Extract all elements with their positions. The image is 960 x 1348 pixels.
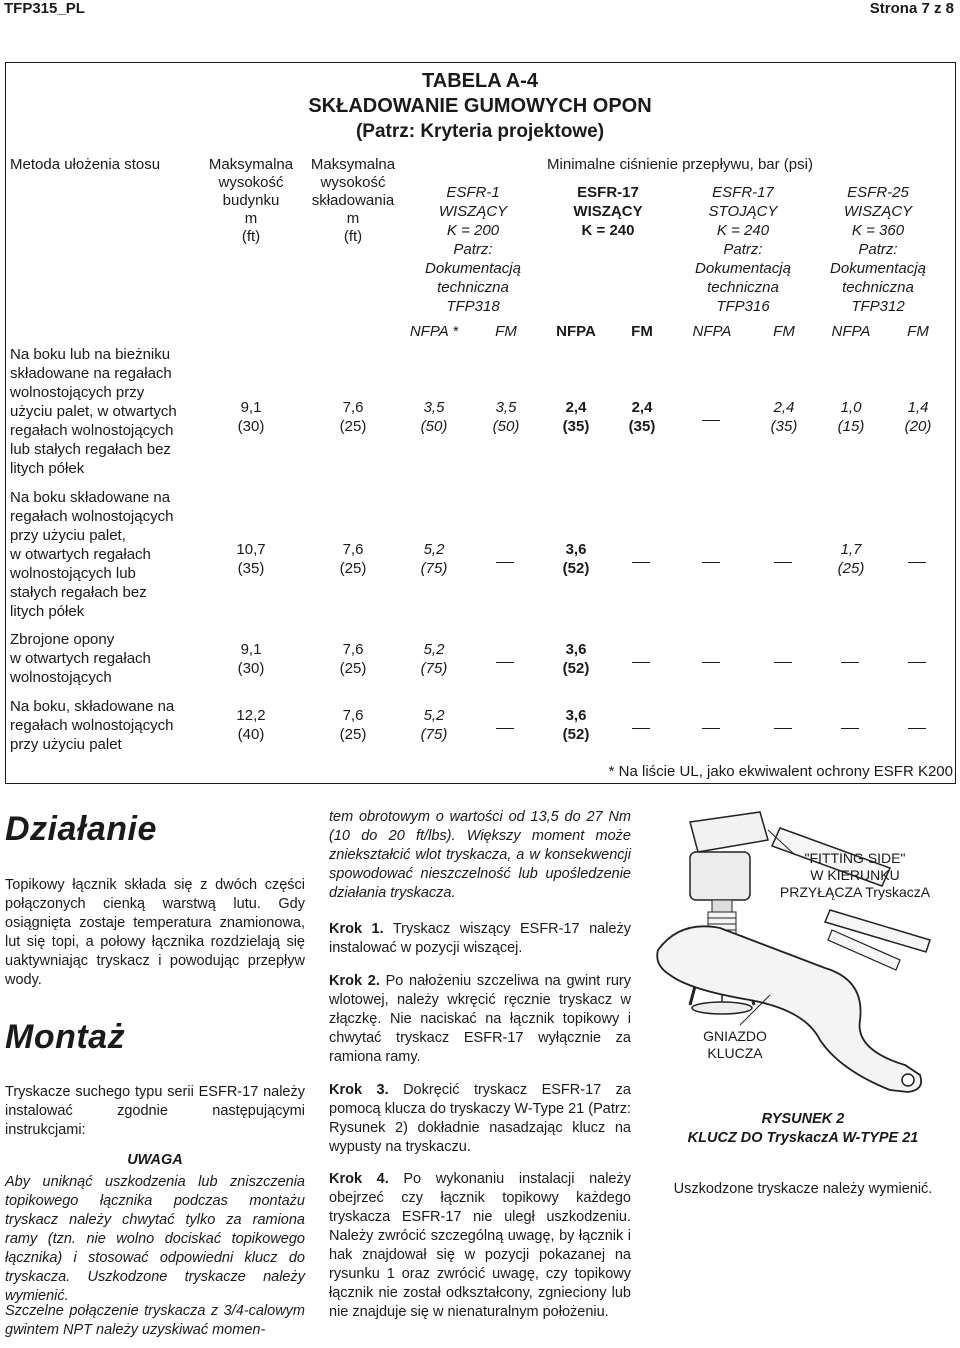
figure-caption: [648, 1110, 958, 1148]
sprinkler-4-line-7: TFP312: [851, 298, 905, 315]
row-4-method-line-1: Na boku, składowane na: [10, 698, 175, 715]
document-id: TFP315_PL: [4, 0, 85, 17]
row-2-storage-1: (25): [339, 560, 367, 577]
seal-text: Szczelne połączenie tryskacza z 3/4-calowym gwintem NPT należy uzyskiwać momen-: [5, 1303, 305, 1338]
row-3-method-line-3: wolnostojących: [10, 669, 112, 686]
row-2-building-0: 10,7: [236, 541, 266, 558]
row-3-dash-5: [774, 662, 792, 663]
subheader-5: FM: [773, 323, 795, 340]
col-header-building-1: wysokość: [218, 174, 284, 191]
col-header-storage-0: Maksymalna: [310, 156, 396, 173]
figure-caption-subtitle: KLUCZ DO TryskaczA W-TYPE 21: [687, 1130, 919, 1146]
sprinkler-3-line-4: Patrz:: [723, 241, 763, 258]
uwaga-text: Aby uniknąć uszkodzenia lub zniszczenia topikowego łącznika podczas montażu tryskacz należy chwytać tylko za ramiona ramy (tzn. nie wolno dociskać topikowego łącznika) i stosować odpowiedni klucz do tryskacza. Uszkodzone tryskacze należy wymienić.: [5, 1174, 305, 1304]
row-3-method-line-1: Zbrojone opony: [10, 631, 115, 648]
row-4-value-0-0: 5,2: [423, 707, 445, 724]
row-2-method-line-4: w otwartych regałach: [10, 546, 151, 563]
row-2-method-line-1: Na boku składowane na: [10, 489, 171, 506]
row-1-value-7-0: 1,4: [907, 399, 929, 416]
row-1-method-line-7: litych półek: [10, 460, 85, 477]
step-1-text: Tryskacz wiszący ESFR-17 należy instalować w pozycji wiszącej.: [329, 921, 631, 956]
row-2-method-line-3: przy użyciu palet,: [10, 527, 126, 544]
col-header-min-pressure: Minimalne ciśnienie przepływu, bar (psi): [547, 156, 813, 173]
row-1-value-1-1: (50): [492, 418, 520, 435]
step-3-text: Dokręcić tryskacz ESFR-17 za pomocą klucza do tryskaczy W-Type 21 (Patrz: Rysunek 2) dokładnie nasadzając klucz na wypusty na tryskaczu.: [329, 1082, 631, 1155]
row-1-value-2-0: 2,4: [565, 399, 587, 416]
step-3: [329, 1081, 631, 1157]
col-header-storage-1: wysokość: [320, 174, 386, 191]
row-1-method-line-6: lub stałych regałach bez: [10, 441, 171, 458]
row-4-method-line-3: przy użyciu palet: [10, 736, 122, 753]
row-2-value-6-1: (25): [837, 560, 865, 577]
sprinkler-1-line-7: TFP318: [446, 298, 500, 315]
sprinkler-1-line-1: ESFR-1: [446, 184, 500, 201]
sprinkler-4-line-3: K = 360: [851, 222, 905, 239]
row-2-method-line-5: wolnostojących lub: [10, 565, 136, 582]
subheader-1: FM: [495, 323, 517, 340]
sprinkler-4-line-1: ESFR-25: [847, 184, 909, 201]
row-2-method-line-7: litych półek: [10, 603, 85, 620]
col-header-storage-4: (ft): [343, 228, 363, 245]
row-3-storage-0: 7,6: [342, 641, 364, 658]
fitting-side-line-3: PRZYŁĄCZA TryskaczA: [779, 884, 931, 900]
col-header-building-4: (ft): [241, 228, 261, 245]
row-4-storage-1: (25): [339, 726, 367, 743]
page-number: Strona 7 z 8: [869, 0, 954, 17]
row-3-value-0-0: 5,2: [423, 641, 445, 658]
subheader-0: NFPA *: [409, 323, 459, 340]
sprinkler-3-line-6: techniczna: [707, 279, 779, 296]
row-2-storage-0: 7,6: [342, 541, 364, 558]
sprinkler-1-line-2: WISZĄCY: [438, 203, 508, 220]
row-4-dash-5: [774, 728, 792, 729]
row-4-dash-7: [908, 728, 926, 729]
socket-line-1: GNIAZDO: [703, 1028, 767, 1044]
row-4-building-0: 12,2: [236, 707, 266, 724]
subheader-6: NFPA: [831, 323, 871, 340]
row-1-value-0-0: 3,5: [423, 399, 445, 416]
sprinkler-1-line-5: Dokumentacją: [425, 260, 521, 277]
row-3-method-line-2: w otwartych regałach: [10, 650, 151, 667]
row-2-value-6-0: 1,7: [840, 541, 862, 558]
subheader-4: NFPA: [692, 323, 732, 340]
row-1-building-1: (30): [237, 418, 265, 435]
row-3-building-0: 9,1: [240, 641, 262, 658]
row-4-method-line-2: regałach wolnostojących: [10, 717, 174, 734]
row-2-dash-7: [908, 562, 926, 563]
replace-note: Uszkodzone tryskacze należy wymienić.: [673, 1181, 933, 1197]
col-header-building-2: budynku: [222, 192, 280, 209]
row-1-value-5-1: (35): [770, 418, 798, 435]
subheader-2: NFPA: [556, 323, 596, 340]
sprinkler-4-line-6: techniczna: [842, 279, 914, 296]
fitting-side-label: [760, 850, 950, 901]
row-3-dash-3: [632, 662, 650, 663]
row-2-value-0-0: 5,2: [423, 541, 445, 558]
row-4-dash-1: [496, 728, 514, 729]
sprinkler-3-line-5: Dokumentacją: [695, 260, 791, 277]
row-3-storage-1: (25): [339, 660, 367, 677]
step-1: [329, 920, 631, 958]
socket-line-2: KLUCZA: [707, 1045, 763, 1061]
row-1-storage-0: 7,6: [342, 399, 364, 416]
row-1-value-7-1: (20): [904, 418, 932, 435]
row-1-value-2-1: (35): [562, 418, 590, 435]
step-4-text: Po wykonaniu instalacji należy obejrzeć czy łącznik topikowy każdego tryskacza ESFR-17 nie uległ uszkodzeniu. Należy zwrócić szczególną uwagę, by łącznik i hak znajdował się w pozycji pokazanej na rysunku 1 oraz zwrócić uwagę, czy topikowy łącznik nie został odkształcony, zgnieciony lub nie znajduje się w nienaturalnym położeniu.: [329, 1171, 631, 1320]
row-3-dash-4: [702, 662, 720, 663]
socket-label: [690, 1028, 780, 1062]
row-1-value-1-0: 3,5: [495, 399, 517, 416]
row-1-value-5-0: 2,4: [773, 399, 795, 416]
step-3-label: Krok 3.: [329, 1082, 389, 1098]
row-2-method-line-6: stałych regałach bez: [10, 584, 147, 601]
row-4-storage-0: 7,6: [342, 707, 364, 724]
row-3-dash-1: [496, 662, 514, 663]
row-1-storage-1: (25): [339, 418, 367, 435]
row-1-value-0-1: (50): [420, 418, 448, 435]
sprinkler-1-line-4: Patrz:: [453, 241, 493, 258]
row-3-value-2-0: 3,6: [565, 641, 587, 658]
row-1-method-line-2: składowane na regałach: [10, 365, 172, 382]
row-2-dash-4: [702, 562, 720, 563]
sprinkler-2-line-1: ESFR-17: [577, 184, 639, 201]
row-1-method-line-3: wolnostojących przy: [10, 384, 145, 401]
fitting-side-line-2: W KIERUNKU: [810, 867, 900, 883]
heading-montaz: Montaż: [5, 1018, 126, 1056]
row-2-value-2-1: (52): [562, 560, 590, 577]
sprinkler-3-line-2: STOJĄCY: [708, 203, 778, 220]
sprinkler-2-line-2: WISZĄCY: [573, 203, 643, 220]
row-1-value-3-0: 2,4: [631, 399, 653, 416]
row-4-value-2-0: 3,6: [565, 707, 587, 724]
fitting-side-line-1: "FITTING SIDE": [804, 850, 906, 866]
table-title-line-3: (Patrz: Kryteria projektowe): [355, 121, 605, 142]
uwaga-title: UWAGA: [127, 1152, 183, 1168]
dzialanie-text: Topikowy łącznik składa się z dwóch części połączonych cienką warstwą lutu. Gdy osiągnięta zostaje temperatura znamionowa, lut się topi, a połowy łącznika rozdzielają się uaktywniając tryskacz i powodując przepływ wody.: [5, 877, 305, 988]
row-3-dash-6: [841, 662, 859, 663]
col-header-building-3: m: [244, 210, 258, 227]
row-1-value-3-1: (35): [628, 418, 656, 435]
row-2-value-0-1: (75): [420, 560, 448, 577]
row-1-method-line-1: Na boku lub na bieżniku: [10, 346, 171, 363]
sprinkler-1-line-6: techniczna: [437, 279, 509, 296]
row-1-value-6-1: (15): [837, 418, 865, 435]
sprinkler-4-line-4: Patrz:: [858, 241, 898, 258]
step-2-text: Po nałożeniu szczeliwa na gwint rury wlotowej, należy wkręcić ręcznie tryskacz w złączkę. Nie naciskać na łącznik topikowy i chwytać tryskacz ESFR-17 wyłącznie za ramiona ramy.: [329, 973, 632, 1065]
sprinkler-4-line-2: WISZĄCY: [843, 203, 913, 220]
step-2: [329, 972, 631, 1067]
table-title-line-2: SKŁADOWANIE GUMOWYCH OPON: [308, 95, 652, 117]
montaz-intro: Tryskacze suchego typu serii ESFR-17 należy instalować zgodnie następującymi instrukcjami:: [5, 1084, 305, 1138]
table-title-line-1: TABELA A-4: [422, 70, 538, 92]
step-4-label: Krok 4.: [329, 1171, 389, 1187]
row-4-value-0-1: (75): [420, 726, 448, 743]
row-2-value-2-0: 3,6: [565, 541, 587, 558]
col-header-method: Metoda ułożenia stosu: [10, 156, 161, 173]
sprinkler-3-line-1: ESFR-17: [712, 184, 774, 201]
figure-caption-title: RYSUNEK 2: [761, 1111, 845, 1127]
row-4-building-1: (40): [237, 726, 265, 743]
row-3-value-0-1: (75): [420, 660, 448, 677]
row-2-building-1: (35): [237, 560, 265, 577]
table-footnote: * Na liście UL, jako ekwiwalent ochrony ESFR K200: [608, 763, 953, 780]
subheader-7: FM: [907, 323, 929, 340]
row-2-dash-5: [774, 562, 792, 563]
seal-text-continued: tem obrotowym o wartości od 13,5 do 27 Nm (10 do 20 ft/lbs). Większy moment może zniekształcić wlot tryskacza, a w konsekwencji spowodować nieszczelność lub upośledzenie działania tryskacza.: [329, 809, 631, 901]
row-2-dash-3: [632, 562, 650, 563]
row-4-dash-6: [841, 728, 859, 729]
sprinkler-2-line-3: K = 240: [581, 222, 635, 239]
row-4-dash-4: [702, 728, 720, 729]
row-2-dash-1: [496, 562, 514, 563]
row-3-dash-7: [908, 662, 926, 663]
sprinkler-3-line-3: K = 240: [716, 222, 770, 239]
col-header-storage-2: składowania: [311, 192, 395, 209]
step-1-label: Krok 1.: [329, 921, 384, 937]
row-3-value-2-1: (52): [562, 660, 590, 677]
step-2-label: Krok 2.: [329, 973, 380, 989]
row-1-method-line-5: regałach wolnostojących: [10, 422, 174, 439]
subheader-3: FM: [631, 323, 653, 340]
row-1-method-line-4: użyciu palet, w otwartych: [10, 403, 177, 420]
row-3-building-1: (30): [237, 660, 265, 677]
sprinkler-4-line-5: Dokumentacją: [830, 260, 926, 277]
heading-dzialanie: Działanie: [5, 810, 157, 848]
col-header-building-0: Maksymalna: [208, 156, 294, 173]
col-header-storage-3: m: [346, 210, 360, 227]
row-4-dash-3: [632, 728, 650, 729]
row-1-dash-4: [702, 420, 720, 421]
row-1-building-0: 9,1: [240, 399, 262, 416]
sprinkler-1-line-3: K = 200: [446, 222, 500, 239]
row-4-value-2-1: (52): [562, 726, 590, 743]
step-4: [329, 1170, 631, 1322]
row-1-value-6-0: 1,0: [840, 399, 862, 416]
row-2-method-line-2: regałach wolnostojących: [10, 508, 174, 525]
sprinkler-3-line-7: TFP316: [716, 298, 770, 315]
